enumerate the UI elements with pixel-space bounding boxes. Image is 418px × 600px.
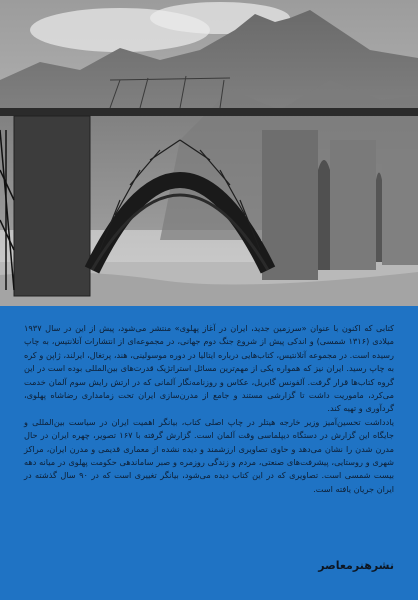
blurb-paragraph-1: کتابی که اکنون با عنوان «سرزمین جدید، ایران در آغاز پهلوی» منتشر می‌شود، پیش از این در سال ۱۹۳۷ میلادی (۱۳۱۶ شمسی) و اندکی پیش از شروع جنگ دوم جهانی، در مجموعه‌ای از انتشارات آتلانتیس، به چاپ رسیده است. در مجموعه آتلانتیس، کتاب‌هایی درباره ایتالیا در دوره موسولینی، هند، پرتغال، ایرلند، ژاپن و کره به چاپ رسید. ایران نیز که همواره یکی از مهم‌ترین مسائل استراتژیک قدرت‌های بین‌المللی بوده است در این گروه کتاب‌ها قرار گرفت. آلفونس گابریل، عکاس و روزنامه‌نگار آلمانی که در ارتش رایش سوم آلمان خدمت می‌کرد، ماموریت داشت تا گزارشی مستند و جامع از مدرن‌سازی ایران تحت زمامداری رضاشاه پهلوی، گردآوری و تهیه کند. bbox=[24, 323, 394, 414]
blurb-paragraph-2: یادداشت تحسین‌آمیز وزیر خارجه هیتلر در چاپ اصلی کتاب، بیانگر اهمیت ایران در سیاست بین‌المللی و جایگاه این گزارش در دستگاه دیپلماسی وقت آلمان است. گزارش گرفته با ۱۶۷ تصویر، چهره ایران در حال مدرن شدن را نشان می‌دهد و حاوی تصاویری ارزشمند و دیده نشده از معماری قدیمی و مدرن ایران، مراکز شهری و روستایی، پیشرفت‌های صنعتی، مردم و زندگی روزمره و صبر ساماندهی حکومت پهلوی در میانه دهه بیست شمسی است. تصاویری که در این کتاب دیده می‌شود، بیانگر تغییری است که در ۹۰ سال گذشته در ایران جریان یافته است. bbox=[24, 416, 394, 494]
back-cover-blurb bbox=[24, 322, 394, 496]
publisher-name: نشرهنرمعاصر bbox=[318, 559, 394, 572]
